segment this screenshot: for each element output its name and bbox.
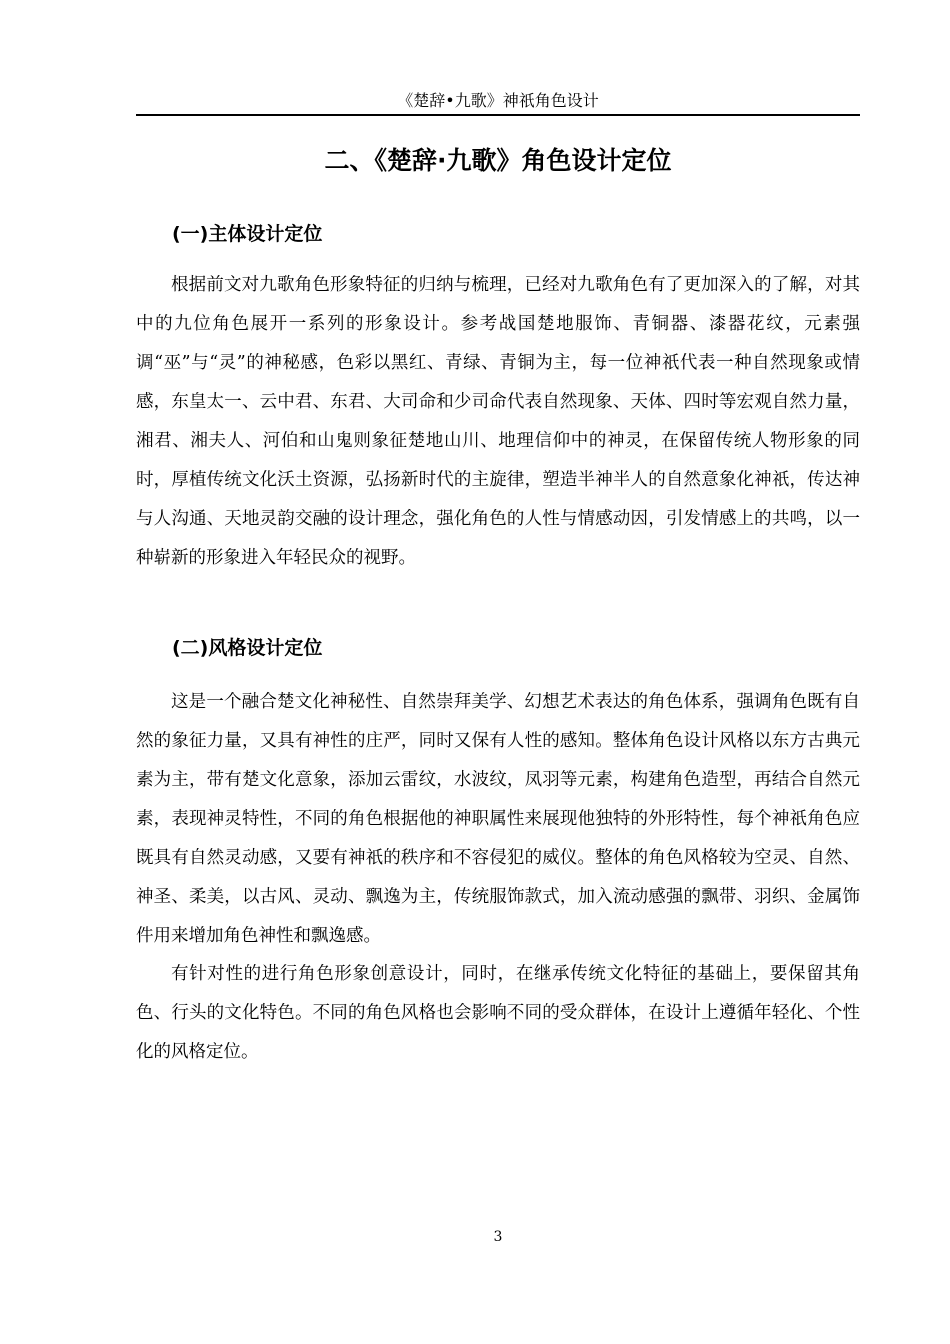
header-divider bbox=[136, 114, 860, 116]
paragraph-style-audience: 有针对性的进行角色形象创意设计，同时，在继承传统文化特征的基础上，要保留其角色、行头的文化特色。不同的角色风格也会影响不同的受众群体，在设计上遵循年轻化、个性化的风格定位。 bbox=[136, 964, 860, 1062]
paragraph-style-positioning: 这是一个融合楚文化神秘性、自然崇拜美学、幻想艺术表达的角色体系，强调角色既有自然的象征力量，又具有神性的庄严，同时又保有人性的感知。整体角色设计风格以东方古典元素为主，带有楚文化意象，添加云雷纹，水波纹，凤羽等元素，构建角色造型，再结合自然元素，表现神灵特性，不同的角色根据他的神职属性来展现他独特的外形特性，每个神祇角色应既具有自然灵动感，又要有神祇的秩序和不容侵犯的威仪。整体的角色风格较为空灵、自然、神圣、柔美，以古风、灵动、飘逸为主，传统服饰款式，加入流动感强的飘带、羽织、金属饰件用来增加角色神性和飘逸感。 bbox=[136, 692, 860, 946]
page-number: 3 bbox=[493, 1229, 503, 1245]
section-heading-subject-positioning: (一)主体设计定位 bbox=[172, 223, 323, 245]
running-header: 《楚辞•九歌》神祇角色设计 bbox=[397, 91, 599, 110]
paragraph-subject-positioning: 根据前文对九歌角色形象特征的归纳与梳理，已经对九歌角色有了更加深入的了解，对其中的九位角色展开一系列的形象设计。参考战国楚地服饰、青铜器、漆器花纹，元素强调“巫”与“灵”的神秘感，色彩以黑红、青绿、青铜为主，每一位神祇代表一种自然现象或情感，东皇太一、云中君、东君、大司命和少司命代表自然现象、天体、四时等宏观自然力量，湘君、湘夫人、河伯和山鬼则象征楚地山川、地理信仰中的神灵，在保留传统人物形象的同时，厚植传统文化沃土资源，弘扬新时代的主旋律，塑造半神半人的自然意象化神祇，传达神与人沟通、天地灵韵交融的设计理念，强化角色的人性与情感动因，引发情感上的共鸣，以一种崭新的形象进入年轻民众的视野。 bbox=[136, 275, 860, 568]
section-heading-style-positioning: (二)风格设计定位 bbox=[172, 637, 323, 659]
chapter-title: 二、《楚辞·九歌》角色设计定位 bbox=[324, 146, 672, 175]
